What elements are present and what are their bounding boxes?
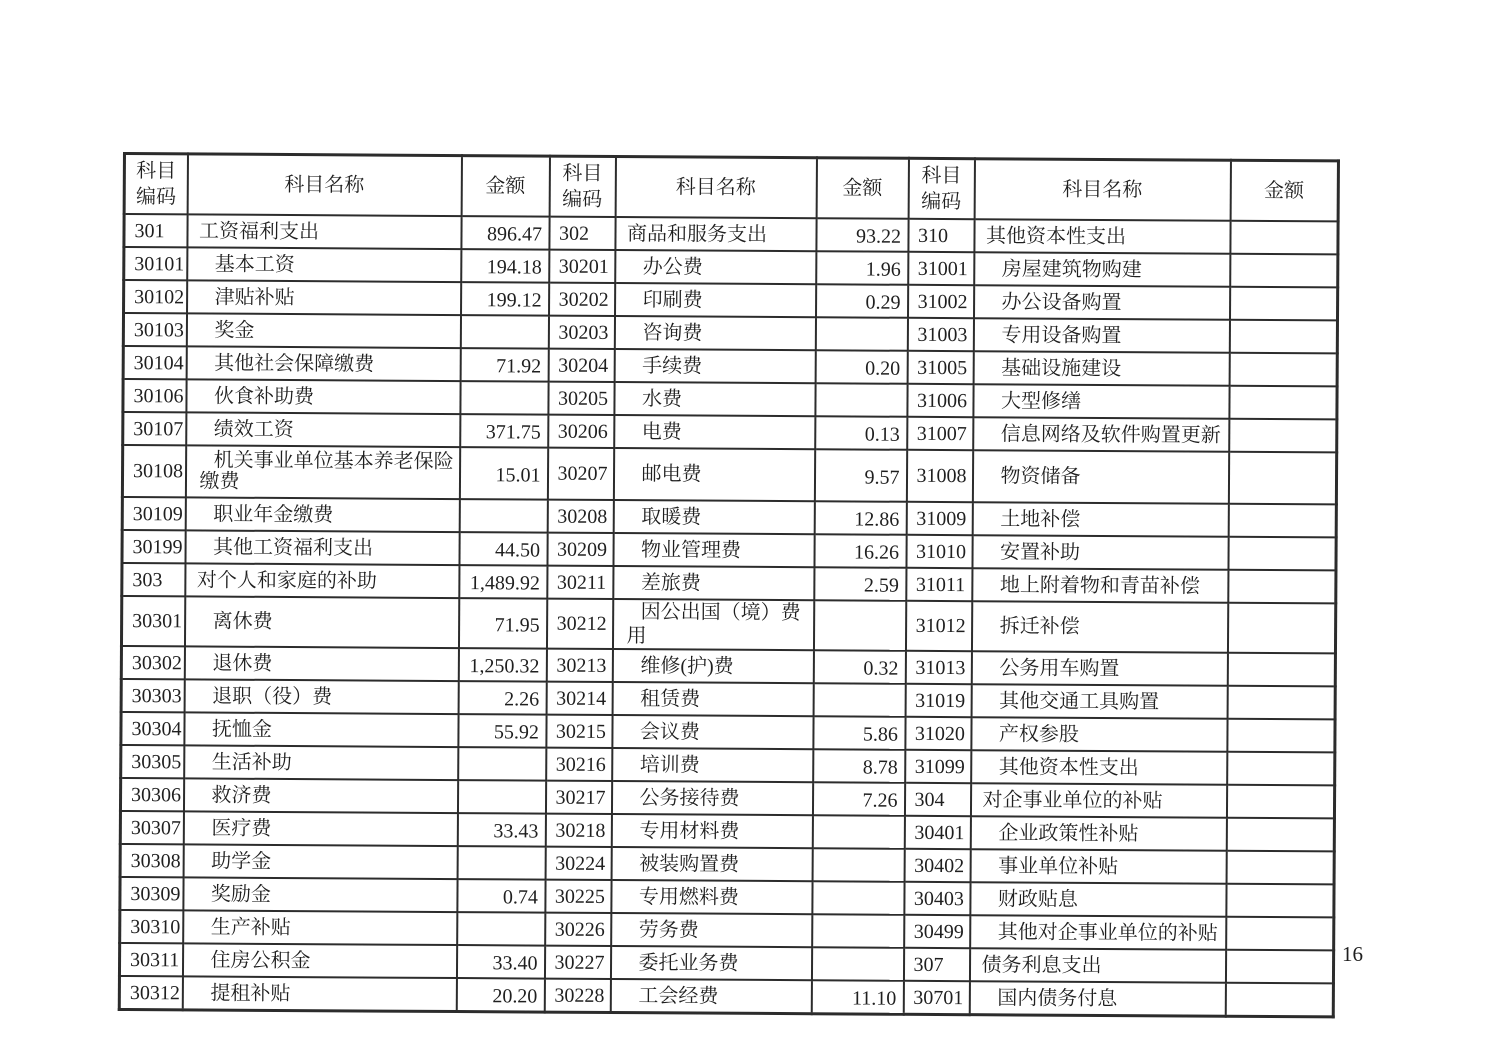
table-cell-amount: [459, 499, 547, 533]
table-cell-code: 31002: [908, 285, 974, 318]
table-cell-code: 30226: [545, 913, 611, 946]
table-cell-name: 离休费: [184, 596, 458, 648]
table-cell-code: 30217: [545, 781, 611, 814]
table-cell-amount: 12.86: [814, 501, 906, 535]
table-cell-amount: 71.95: [458, 598, 546, 649]
table-cell-code: 30309: [120, 877, 183, 910]
table-cell-name: 差旅费: [613, 566, 814, 600]
table-cell-code: 304: [904, 783, 970, 816]
table-cell-amount: [1226, 851, 1334, 885]
column-header-code-line: 科目: [562, 162, 603, 185]
table-cell-code: 31020: [905, 717, 971, 750]
page-number: 16: [1342, 942, 1363, 966]
table-cell-code: 30107: [123, 412, 186, 445]
table-cell-code: 310: [908, 219, 974, 252]
table-cell-name: 企业政策性补贴: [970, 816, 1226, 851]
table-cell-name: 地上附着物和青苗补偿: [972, 568, 1228, 603]
column-header-amount: 金额: [461, 156, 549, 217]
table-cell-amount: [1228, 537, 1336, 571]
table-cell-code: 30208: [547, 500, 613, 533]
table-cell-code: 31009: [906, 502, 972, 535]
table-cell-code: 30218: [545, 814, 611, 847]
table-cell-amount: [1227, 719, 1335, 753]
table-cell-amount: 93.22: [816, 218, 908, 252]
column-header-code-line: 编码: [135, 186, 177, 209]
table-cell-amount: [460, 315, 548, 349]
table-cell-amount: 896.47: [461, 216, 549, 250]
table-cell-code: 30302: [121, 646, 184, 679]
table-cell-code: 30304: [121, 712, 184, 745]
subject-table: [118, 152, 1340, 1018]
table-cell-name: 基础设施建设: [973, 351, 1229, 386]
table-cell-code: 30306: [120, 778, 183, 811]
table-cell-name: 奖励金: [183, 877, 457, 912]
table-cell-code: 30202: [549, 283, 615, 316]
table-cell-name: 委托业务费: [610, 946, 811, 980]
table-cell-amount: [813, 600, 905, 651]
table-cell-name: 信息网络及软件购置更新: [973, 417, 1229, 452]
table-cell-name: 物资储备: [972, 450, 1228, 504]
table-cell-code: 31019: [905, 684, 971, 717]
table-cell-name: 国内债务付息: [969, 981, 1225, 1016]
table-cell-amount: [812, 881, 904, 915]
table-cell-code: 31007: [907, 417, 973, 450]
table-cell-code: 30401: [904, 816, 970, 849]
table-cell-amount: [1229, 386, 1337, 420]
table-cell-amount: 2.26: [458, 681, 546, 715]
table-cell-amount: 15.01: [459, 447, 547, 500]
table-header: [124, 154, 1338, 222]
table-cell-code: 30307: [120, 811, 183, 844]
table-cell-code: 30207: [547, 448, 613, 500]
table-cell-name: 取暖费: [613, 500, 814, 534]
table-cell-amount: [1229, 353, 1337, 387]
table-cell-amount: [811, 947, 903, 981]
table-cell-code: 30104: [123, 346, 186, 379]
table-cell-name: 对企事业单位的补贴: [970, 783, 1226, 818]
table-cell-code: 30204: [548, 349, 614, 382]
table-cell-amount: [1228, 504, 1336, 538]
column-header-code-line: 编码: [562, 188, 603, 211]
table-cell-name: 会议费: [612, 715, 813, 749]
table-cell-name: 公务用车购置: [971, 651, 1227, 686]
table-cell-amount: 194.18: [461, 249, 549, 283]
table-cell-name: 印刷费: [615, 283, 816, 317]
table-cell-name: 大型修缮: [973, 384, 1229, 419]
table-cell-amount: [1230, 221, 1338, 255]
table-cell-name: 拆迁补偿: [971, 601, 1227, 653]
table-cell-code: 30305: [121, 745, 184, 778]
table-cell-name: 基本工资: [187, 247, 461, 282]
table-cell-code: 30205: [548, 382, 614, 415]
table-cell-name: 专用燃料费: [611, 880, 812, 914]
column-header-name: 科目名称: [974, 159, 1230, 221]
table-cell-amount: 9.57: [814, 449, 906, 502]
table-cell-name: 其他社会保障缴费: [186, 346, 460, 381]
table-cell-name: 物业管理费: [613, 533, 814, 567]
table-cell-name: 专用材料费: [611, 814, 812, 848]
table-cell-amount: [812, 914, 904, 948]
table-cell-code: 31005: [907, 351, 973, 384]
table-cell-amount: [458, 747, 546, 781]
table-cell-name: 工资福利支出: [187, 214, 461, 249]
table-cell-name: 抚恤金: [184, 712, 458, 747]
table-cell-code: 30203: [548, 316, 614, 349]
table-row: [121, 596, 1335, 653]
table-cell-name: 邮电费: [613, 448, 814, 501]
table-cell-name: 退职（役）费: [184, 679, 458, 714]
table-cell-code: 30215: [546, 715, 612, 748]
table-cell-name: 培训费: [612, 748, 813, 782]
table-cell-code: 301: [124, 214, 187, 247]
table-cell-name: 公务接待费: [611, 781, 812, 815]
table-cell-name: 劳务费: [611, 913, 812, 947]
table-cell-name: 水费: [614, 382, 815, 416]
table-cell-code: 30209: [547, 533, 613, 566]
table-cell-amount: 1.96: [816, 251, 908, 285]
table-cell-amount: 0.74: [457, 879, 545, 913]
table-cell-amount: 33.43: [457, 813, 545, 847]
table-cell-name: 工会经费: [610, 979, 811, 1014]
column-header-code: [908, 158, 974, 219]
table-cell-name: 医疗费: [183, 811, 457, 846]
table-cell-code: 30103: [123, 313, 186, 346]
table-cell-name: 提租补贴: [182, 976, 456, 1011]
table-cell-name: 咨询费: [614, 316, 815, 350]
table-cell-name: 绩效工资: [186, 412, 460, 447]
table-cell-amount: [1227, 653, 1335, 687]
table-cell-code: 30499: [904, 915, 970, 948]
table-cell-amount: [812, 848, 904, 882]
table-cell-name: 生活补助: [184, 745, 458, 780]
table-cell-name: 安置补助: [972, 535, 1228, 570]
table-cell-code: 31001: [908, 252, 974, 285]
table-cell-amount: [1228, 452, 1336, 505]
table-cell-amount: [1226, 917, 1334, 951]
table-cell-name: 机关事业单位基本养老保险缴费: [185, 445, 459, 499]
table-cell-name: 产权参股: [971, 717, 1227, 752]
table-cell-amount: 0.32: [813, 650, 905, 684]
table-cell-name: 救济费: [183, 778, 457, 813]
table-cell-amount: 71.92: [460, 348, 548, 382]
table-cell-name: 办公设备购置: [974, 285, 1230, 320]
table-cell-code: 30311: [119, 943, 182, 976]
table-cell-code: 30228: [544, 979, 610, 1013]
table-cell-code: 30227: [544, 946, 610, 979]
table-cell-code: 30224: [545, 847, 611, 880]
table-cell-code: 31003: [907, 318, 973, 351]
column-header-code: [549, 156, 615, 217]
table-cell-amount: 16.26: [814, 534, 906, 568]
column-header-name: 科目名称: [615, 157, 816, 219]
table-cell-amount: 7.26: [812, 782, 904, 816]
table-cell-name: 对个人和家庭的补助: [185, 563, 459, 598]
table-cell-name: 被装购置费: [611, 847, 812, 881]
table-cell-name: 债务利息支出: [969, 948, 1225, 983]
table-cell-name: 津贴补贴: [187, 280, 461, 315]
table-cell-name: 办公费: [615, 250, 816, 284]
table-cell-code: 30106: [123, 379, 186, 412]
table-cell-code: 302: [549, 217, 615, 250]
table-row: [122, 445, 1336, 504]
table-cell-amount: [457, 780, 545, 814]
table-cell-code: 30101: [124, 247, 187, 280]
table-cell-name: 事业单位补贴: [970, 849, 1226, 884]
table-cell-code: 31099: [905, 750, 971, 783]
column-header-amount: 金额: [1230, 160, 1338, 221]
table-cell-amount: 0.13: [815, 416, 907, 450]
table-cell-name: 助学金: [183, 844, 457, 879]
table-cell-code: 31012: [905, 601, 971, 651]
table-cell-name: 专用设备购置: [973, 318, 1229, 353]
table-cell-amount: 55.92: [458, 714, 546, 748]
table-cell-amount: 44.50: [459, 532, 547, 566]
column-header-code-line: 编码: [921, 190, 962, 214]
table-cell-code: 30308: [120, 844, 183, 877]
table-cell-code: 31013: [905, 651, 971, 684]
table-cell-amount: 11.10: [811, 980, 903, 1014]
table-cell-name: 伙食补助费: [186, 379, 460, 414]
table-cell-code: 30102: [124, 280, 187, 313]
table-cell-code: 30213: [546, 649, 612, 682]
header-row: [124, 154, 1338, 222]
table-cell-amount: [1225, 983, 1333, 1017]
table-cell-amount: 0.20: [815, 350, 907, 384]
table-cell-code: 30206: [548, 415, 614, 448]
table-cell-code: 30403: [904, 882, 970, 915]
table-cell-name: 生产补贴: [183, 910, 457, 945]
table-cell-amount: [813, 683, 905, 717]
table-cell-code: 30211: [547, 566, 613, 599]
table-cell-name: 手续费: [614, 349, 815, 383]
table-cell-amount: [1228, 570, 1336, 604]
table-cell-code: 30212: [546, 599, 612, 649]
table-cell-code: 30109: [122, 497, 185, 530]
table-cell-code: 30402: [904, 849, 970, 882]
table-cell-name: 其他工资福利支出: [185, 530, 459, 565]
table-cell-amount: [1226, 818, 1334, 852]
table-cell-amount: [1226, 785, 1334, 819]
table-cell-amount: [815, 317, 907, 351]
table-cell-name: 住房公积金: [182, 943, 456, 978]
table-cell-code: 31010: [906, 535, 972, 568]
table-cell-amount: [460, 381, 548, 415]
table-cell-name: 商品和服务支出: [615, 217, 816, 251]
table-cell-amount: [812, 815, 904, 849]
table-cell-name: 因公出国（境）费用: [612, 599, 813, 650]
column-header-name: 科目名称: [187, 154, 461, 216]
table-cell-amount: [1229, 287, 1337, 321]
table-cell-amount: 20.20: [456, 978, 544, 1012]
table-cell-name: 租赁费: [612, 682, 813, 716]
table-cell-code: 303: [122, 563, 185, 596]
table-cell-name: 其他交通工具购置: [971, 684, 1227, 719]
table-cell-name: 退休费: [184, 646, 458, 681]
table-row: [119, 976, 1333, 1017]
table-cell-code: 30225: [545, 880, 611, 913]
column-header-amount: 金额: [816, 158, 908, 219]
table-cell-code: 30701: [903, 981, 969, 1015]
column-header-code: [124, 154, 187, 215]
table-cell-amount: [1230, 254, 1338, 288]
table-cell-code: 30301: [121, 596, 184, 646]
table-cell-name: 电费: [614, 415, 815, 449]
table-cell-amount: [815, 383, 907, 417]
table-cell-name: 奖金: [186, 313, 460, 348]
table-cell-amount: [1225, 950, 1333, 984]
table-cell-code: 31011: [906, 568, 972, 601]
table-cell-amount: 371.75: [460, 414, 548, 448]
table-cell-amount: [1229, 419, 1337, 453]
table-cell-amount: 1,489.92: [459, 565, 547, 599]
column-header-code-line: 科目: [921, 164, 962, 188]
table-cell-amount: [1227, 603, 1335, 654]
table-cell-code: 30108: [122, 445, 185, 497]
table-cell-code: 30310: [120, 910, 183, 943]
table-cell-amount: [457, 912, 545, 946]
table-cell-code: 307: [903, 948, 969, 981]
table-cell-amount: [457, 846, 545, 880]
column-header-code-line: 科目: [136, 160, 177, 183]
table-cell-code: 30214: [546, 682, 612, 715]
table-cell-amount: 1,250.32: [458, 648, 546, 682]
table-cell-amount: 33.40: [456, 945, 544, 979]
table-cell-code: 30303: [121, 679, 184, 712]
table-cell-amount: [1229, 320, 1337, 354]
table-cell-code: 30216: [546, 748, 612, 781]
table-cell-name: 职业年金缴费: [185, 497, 459, 532]
table-cell-code: 30199: [122, 530, 185, 563]
table-cell-amount: [1227, 752, 1335, 786]
table-cell-name: 房屋建筑物购建: [974, 252, 1230, 287]
table-cell-code: 31008: [906, 450, 972, 502]
table-cell-name: 维修(护)费: [612, 649, 813, 683]
table-cell-name: 财政贴息: [970, 882, 1226, 917]
table-cell-name: 其他资本性支出: [971, 750, 1227, 785]
table-cell-amount: 5.86: [813, 716, 905, 750]
table-cell-code: 31006: [907, 384, 973, 417]
table-cell-amount: 8.78: [813, 749, 905, 783]
table-cell-name: 其他资本性支出: [974, 219, 1230, 254]
table-cell-code: 30201: [549, 250, 615, 283]
table-cell-amount: 2.59: [814, 567, 906, 601]
table-cell-amount: 0.29: [816, 284, 908, 318]
table-cell-amount: [1227, 686, 1335, 720]
table-cell-code: 30312: [119, 976, 182, 1010]
table-cell-amount: [1226, 884, 1334, 918]
table-cell-name: 其他对企事业单位的补贴: [970, 915, 1226, 950]
table-body: [119, 214, 1338, 1017]
table-cell-amount: 199.12: [461, 282, 549, 316]
table-cell-name: 土地补偿: [972, 502, 1228, 537]
